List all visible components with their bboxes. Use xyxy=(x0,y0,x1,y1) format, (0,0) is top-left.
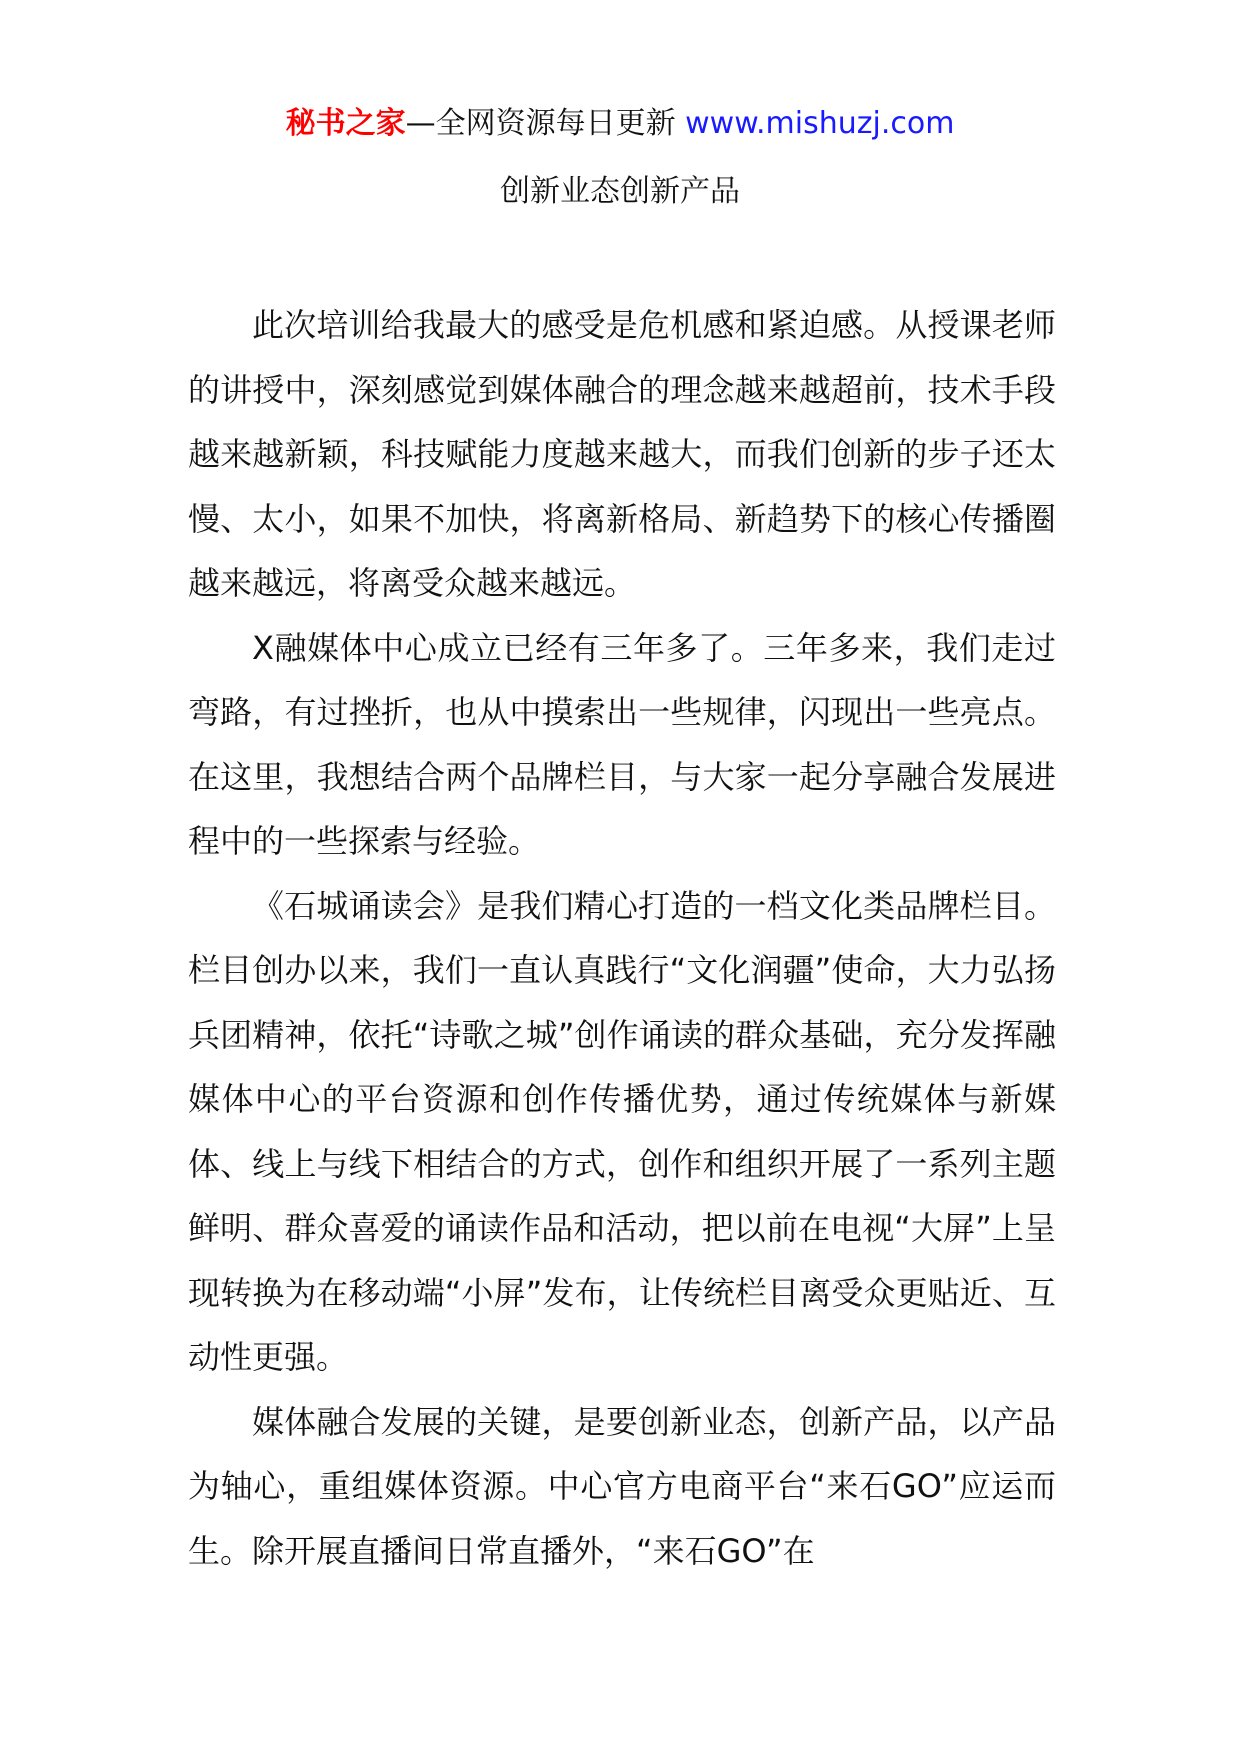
site-header xyxy=(0,102,1240,146)
brand-name: 秘书之家 xyxy=(285,106,406,141)
header-tagline: —全网资源每日更新 xyxy=(405,106,676,141)
paragraph-1: 此次培训给我最大的感受是危机感和紧迫感。从授课老师的讲授中，深刻感觉到媒体融合的理念越来越超前，技术手段越来越新颖，科技赋能力度越来越大，而我们创新的步子还太慢、太小，如果不加快，将离新格局、新趋势下的核心传播圈越来越远，将离受众越来越远。 xyxy=(188,306,1056,602)
paragraph-2: X融媒体中心成立已经有三年多了。三年多来，我们走过弯路，有过挫折，也从中摸索出一些规律，闪现出一些亮点。在这里，我想结合两个品牌栏目，与大家一起分享融合发展进程中的一些探索与经验。 xyxy=(188,628,1056,860)
paragraph-4: 媒体融合发展的关键，是要创新业态，创新产品，以产品为轴心，重组媒体资源。中心官方电商平台“来石GO”应运而生。除开展直播间日常直播外，“来石GO”在 xyxy=(188,1402,1056,1570)
document-body xyxy=(188,293,1056,1583)
paragraph-3: 《石城诵读会》是我们精心打造的一档文化类品牌栏目。栏目创办以来，我们一直认真践行“文化润疆”使命，大力弘扬兵团精神，依托“诗歌之城”创作诵读的群众基础，充分发挥融媒体中心的平台资源和创作传播优势，通过传统媒体与新媒体、线上与线下相结合的方式，创作和组织开展了一系列主题鲜明、群众喜爱的诵读作品和活动，把以前在电视“大屏”上呈现转换为在移动端“小屏”发布，让传统栏目离受众更贴近、互动性更强。 xyxy=(188,886,1056,1376)
site-url-link[interactable]: www.mishuzj.com xyxy=(685,106,955,141)
document-title: 创新业态创新产品 xyxy=(500,174,740,209)
